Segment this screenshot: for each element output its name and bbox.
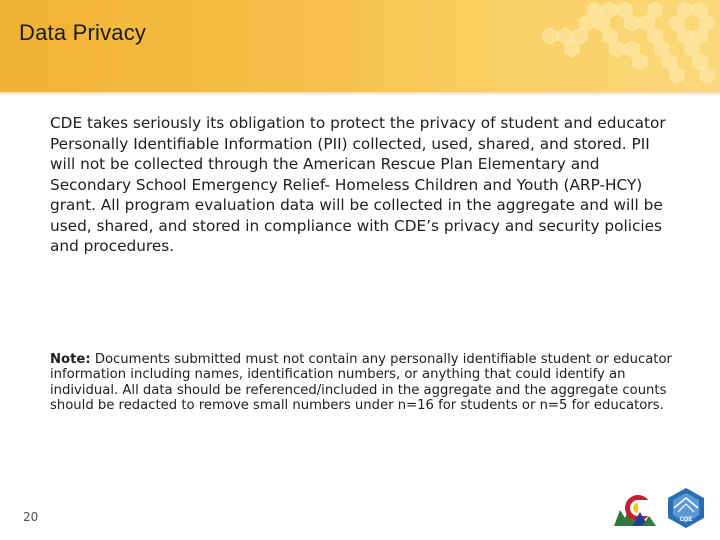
hexagon-pattern-icon xyxy=(420,0,720,92)
note-body: Documents submitted must not contain any personally identifiable student or educator information including names, identification numbers, or anything that could identify an individual. All data should be referenced/included in the aggregate and the aggregate counts should be redacted to remove small numbers under n=16 for students or n=5 for educators. xyxy=(50,352,672,413)
cde-logo-text: CDE xyxy=(679,517,693,523)
colorado-logo-icon xyxy=(614,495,656,526)
header-shadow xyxy=(0,92,720,96)
note-paragraph xyxy=(50,352,678,413)
privacy-paragraph: CDE takes seriously its obligation to protect the privacy of student and educator Personally Identifiable Information (PII) collected, used, shared, and stored. PII will not be collected through the American Rescue Plan Elementary and Secondary School Emergency Relief- Homeless Children and Youth (ARP-HCY) grant. All program evaluation data will be collected in the aggregate and will be used, shared, and stored in compliance with CDE’s privacy and security policies and procedures. xyxy=(50,114,666,255)
slide-number: 20 xyxy=(23,510,39,524)
slide-title: Data Privacy xyxy=(19,20,147,45)
note-label: Note: xyxy=(50,352,91,367)
slide-header xyxy=(0,0,720,92)
cde-logo-icon xyxy=(668,488,704,528)
footer-logos xyxy=(608,484,718,528)
